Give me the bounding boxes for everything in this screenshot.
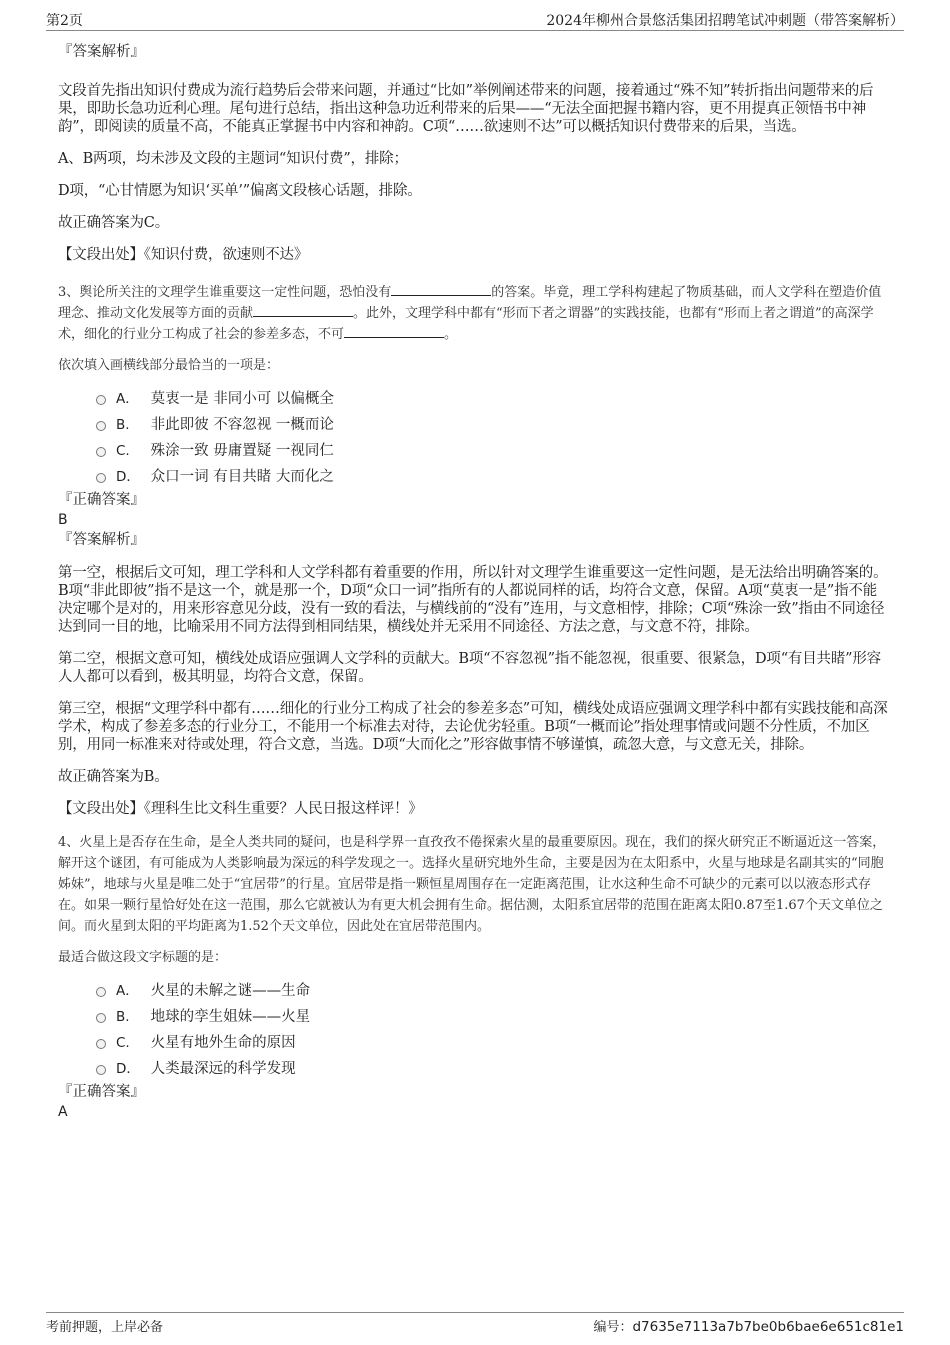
correct-answer-value: A [58,1104,68,1120]
radio-icon[interactable] [96,1013,106,1023]
page-content [58,42,890,1122]
passage-source: 【文段出处】《理科生比文科生重要？人民日报这样评！》 [58,801,423,817]
option-text: 火星的未解之谜——生命 [150,983,311,999]
correct-answer-label: 『正确答案』 [58,1084,145,1100]
document-code [593,1316,904,1335]
option-letter: A． [116,983,139,999]
analysis-conclusion: 故正确答案为B。 [58,769,169,785]
question-3-options [96,386,890,490]
option-text: 地球的孪生姐妹——火星 [150,1009,311,1025]
page-header [46,8,904,31]
option-text: 人类最深远的科学发现 [150,1061,296,1077]
option-text: 火星有地外生命的原因 [150,1035,296,1051]
fill-blank-3 [344,325,444,338]
analysis-blank-3: 第三空，根据“文理学科中都有……细化的行业分工构成了社会的参差多态”可知，横线处成语应强调文理学科中都有实践技能和高深学术，构成了参差多态的行业分工，不能用一个标准去对待，去论优劣轻重。B项“一概而论”指处理事情或问题不分性质，不加区别，用同一标准来对待或处理，符合文意，当选。D项“大而化之”形容做事情不够谨慎，疏忽大意，与文意无关，排除。 [58,701,888,753]
correct-answer-value: B [58,512,68,528]
question-3-text-part2: 的答案。毕竟，理工学科构建起了物质基础，而人文学科在塑造价值理念、推动文化发展等方面的贡献 [58,285,882,321]
option-text: 莫衷一是 非同小可 以偏概全 [150,391,334,407]
option-letter: B. [116,1009,130,1025]
question-3-text-part4: 。 [444,327,458,342]
question-3-text-part3: 。此外，文理学科中都有“形而下者之谓器”的实践技能，也都有“形而上者之谓道”的高深学术，细化的行业分工构成了社会的参差多态，不可 [58,306,874,342]
code-label: 编号： [593,1320,633,1335]
radio-icon[interactable] [96,1065,106,1075]
analysis-label: 『答案解析』 [58,532,145,548]
option-text: 众口一词 有目共睹 大而化之 [150,469,334,485]
option-c[interactable] [96,1030,890,1056]
option-letter: D． [116,469,140,485]
footer-slogan: 考前押题，上岸必备 [46,1320,164,1335]
option-d[interactable] [96,1056,890,1082]
question-3-text-part1: 3、舆论所关注的文理学生谁重要这一定性问题，恐怕没有 [58,285,392,300]
analysis-exclude-ab: A、B两项，均未涉及文段的主题词“知识付费”，排除； [58,151,408,167]
option-b[interactable] [96,1004,890,1030]
option-d[interactable] [96,464,890,490]
question-4-passage: 4、火星上是否存在生命，是全人类共同的疑问，也是科学界一直孜孜不倦探索火星的最重要原因。现在，我们的探火研究正不断逼近这一答案，解开这个谜团，有可能成为人类影响最为深远的科学发现之一。选择火星研究地外生命，主要是因为在太阳系中，火星与地球是名副其实的“同胞姊妹”，地球与火星是唯二处于“宜居带”的行星。宜居带是指一颗恒星周围存在一定距离范围，让水这种生命不可缺少的元素可以以液态形式存在。如果一颗行星恰好处在这一范围，那么它就被认为有更大机会拥有生命。据估测，太阳系宜居带的范围在距离太阳0.87至1.67个天文单位之间。而火星到太阳的平均距离为1.52个天文单位，因此处在宜居带范围内。 [58,835,886,934]
option-text: 非此即彼 不容忽视 一概而论 [150,417,334,433]
radio-icon[interactable] [96,395,106,405]
analysis-label: 『答案解析』 [58,44,145,60]
passage-source: 【文段出处】《知识付费，欲速则不达》 [58,247,309,263]
analysis-exclude-d: D项，“心甘情愿为知识‘买单’”偏离文段核心话题，排除。 [58,183,422,199]
option-text: 殊涂一致 毋庸置疑 一视同仁 [150,443,334,459]
fill-blank-1 [391,283,491,296]
page-footer [46,1312,904,1337]
fill-blank-2 [253,304,353,317]
option-a[interactable] [96,978,890,1004]
radio-icon[interactable] [96,1039,106,1049]
radio-icon[interactable] [96,473,106,483]
option-letter: B. [116,417,130,433]
option-letter: C. [116,443,130,459]
option-b[interactable] [96,412,890,438]
radio-icon[interactable] [96,421,106,431]
analysis-conclusion: 故正确答案为C。 [58,215,169,231]
radio-icon[interactable] [96,987,106,997]
document-title: 2024年柳州合景悠活集团招聘笔试冲刺题（带答案解析） [546,13,904,29]
analysis-blank-1: 第一空，根据后文可知，理工学科和人文学科都有着重要的作用，所以针对文理学生谁重要这一定性问题，是无法给出明确答案的。B项“非此即彼”指不是这一个，就是那一个，D项“众口一词”指所有的人都说同样的话，均符合文意，保留。A项“莫衷一是”指不能决定哪个是对的，用来形容意见分歧，没有一致的看法，与横线前的“没有”连用，与文意相悖，排除；C项“殊涂一致”指由不同途径达到同一目的地，比喻采用不同方法得到相同结果，横线处并无采用不同途径、方法之意，与文意不符，排除。 [58,565,888,635]
radio-icon[interactable] [96,447,106,457]
analysis-paragraph: 文段首先指出知识付费成为流行趋势后会带来问题，并通过“比如”举例阐述带来的问题，接着通过“殊不知”转折指出问题带来的后果，即助长急功近利心理。尾句进行总结，指出这种急功近利带来的后果——“无法全面把握书籍内容，更不用提真正领悟书中神韵”，即阅读的质量不高，不能真正掌握书中内容和神韵。C项“……欲速则不达”可以概括知识付费带来的后果，当选。 [58,83,874,135]
question-4-prompt: 最适合做这段文字标题的是： [58,950,228,965]
correct-answer-label: 『正确答案』 [58,492,145,508]
option-letter: D． [116,1061,140,1077]
page-number: 第2页 [46,13,83,29]
option-a[interactable] [96,386,890,412]
question-3-prompt: 依次填入画横线部分最恰当的一项是： [58,358,280,373]
question-4-options [96,978,890,1082]
option-letter: A． [116,391,139,407]
code-value: d7635e7113a7b7be0b6bae6e651c81e1 [632,1319,904,1335]
question-3-stem [58,282,890,345]
analysis-blank-2: 第二空，根据文意可知，横线处成语应强调人文学科的贡献大。B项“不容忽视”指不能忽视，很重要、很紧急，D项“有目共睹”形容人人都可以看到，极其明显，均符合文意，保留。 [58,651,881,685]
option-c[interactable] [96,438,890,464]
option-letter: C. [116,1035,130,1051]
